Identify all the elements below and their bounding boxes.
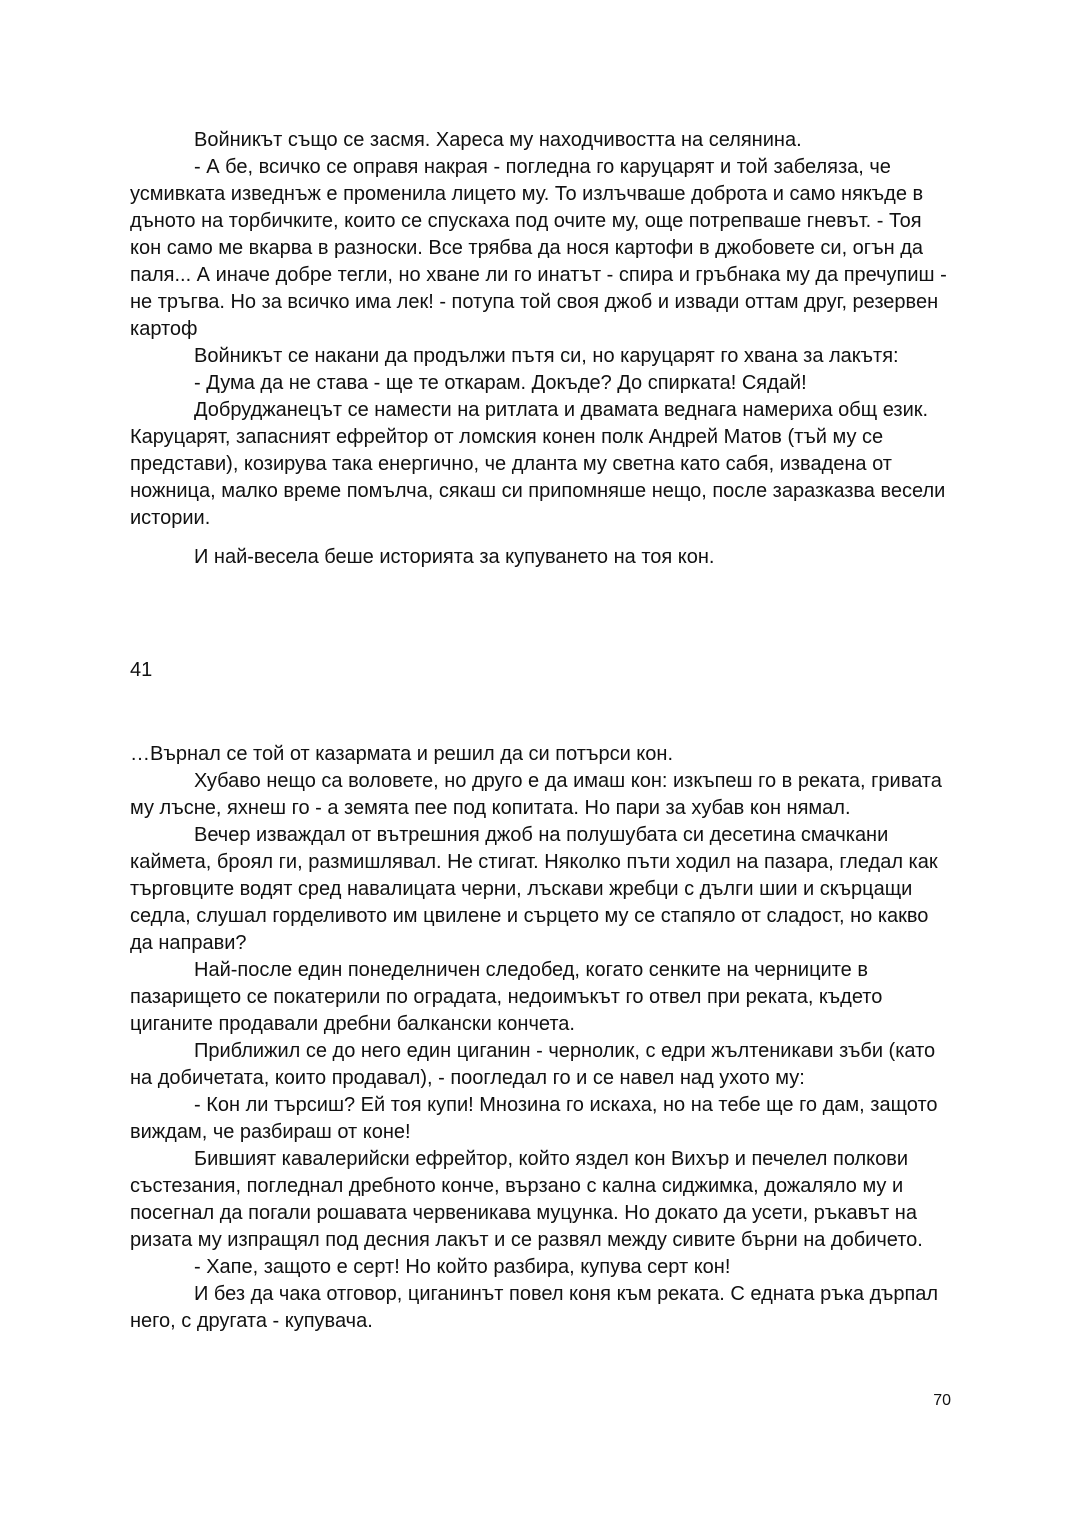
paragraph: …Върнал се той от казармата и решил да си потърси кон. [130,743,673,765]
paragraph: - Дума да не става - ще те откарам. Докъде? До спирката! Сядай! [194,372,807,394]
paragraph: И без да чака отговор, циганинът повел коня към реката. С едната ръка дърпал него, с другата - купувача. [130,1283,939,1332]
paragraph: - А бе, всичко се оправя накрая - погледна го каруцарят и той забеляза, че усмивката изведнъж е променила лицето му. То излъчваше доброта и само някъде в дъното на торбичките, които се спускаха под очите му, още потрепваше гневът. - Тоя кон само ме вкарва в разноски. Все трябва да нося картофи в джобовете си, огън да паля... А иначе добре тегли, но хване ли го инатът - спира и гръбнака му да пречупиш - не тръгва. Но за всичко има лек! - потупа той своя джоб и извади оттам друг, резервен картоф [130,156,947,340]
paragraph: Приближил се до него един циганин - чернолик, с едри жълтеникави зъби (като на добичетата, които продавал), - поогледал го и се навел над ухото му: [130,1040,936,1089]
text-section-2 [130,741,952,1335]
paragraph: Най-после един понеделничен следобед, когато сенките на черниците в пазарището се покатерили по оградата, недоимъкът го отвел при реката, където циганите продавали дребни балкански кончета. [130,959,883,1035]
paragraph: И най-весела беше историята за купуването на тоя кон. [194,546,715,568]
paragraph: Бившият кавалерийски ефрейтор, който яздел кон Вихър и печелел полкови състезания, погледнал дребното конче, вързано с кална сиджимка, дожаляло му и посегнал да погали рошавата червеникава муцунка. Но докато да усети, ръкавът на ризата му изпращял под десния лакът и се развял между сивите бърни на добичето. [130,1148,923,1251]
paragraph: Хубаво нещо са воловете, но друго е да имаш кон: изкъпеш го в реката, гривата му лъсне, яхнеш го - а земята пее под копитата. Но пари за хубав кон нямал. [130,770,942,819]
paragraph: Войникът също се засмя. Хареса му находчивостта на селянина. [194,129,802,151]
chapter-number: 41 [130,659,153,681]
paragraph: - Хапе, защото е серт! Но който разбира, купува серт кон! [194,1256,731,1278]
paragraph: Вечер изваждал от вътрешния джоб на полушубата си десетина смачкани каймета, броял ги, размишлявал. Не стигат. Няколко пъти ходил на пазара, гледал как търговците водят сред навалицата черни, лъскави жребци с дълги шии и скърцащи седла, слушал горделивото им цвилене и сърцето му се стапяло от сладост, но какво да направи? [130,824,938,954]
paragraph: - Кон ли търсиш? Ей тоя купи! Мнозина го искаха, но на тебе ще го дам, защото виждам, че разбираш от коне! [130,1094,938,1143]
paragraph: Войникът се накани да продължи пътя си, но каруцарят го хвана за лакътя: [194,345,899,367]
page-number: 70 [933,1392,951,1409]
text-section-1 [130,127,952,571]
paragraph: Добруджанецът се намести на ритлата и двамата веднага намериха общ език. Каруцарят, запасният ефрейтор от ломския конен полк Андрей Матов (тъй му се представи), козирува така енергично, че дланта му светна като сабя, извадена от ножница, малко време помълча, сякаш си припомняше нещо, после заразказва весели истории. [130,399,946,529]
